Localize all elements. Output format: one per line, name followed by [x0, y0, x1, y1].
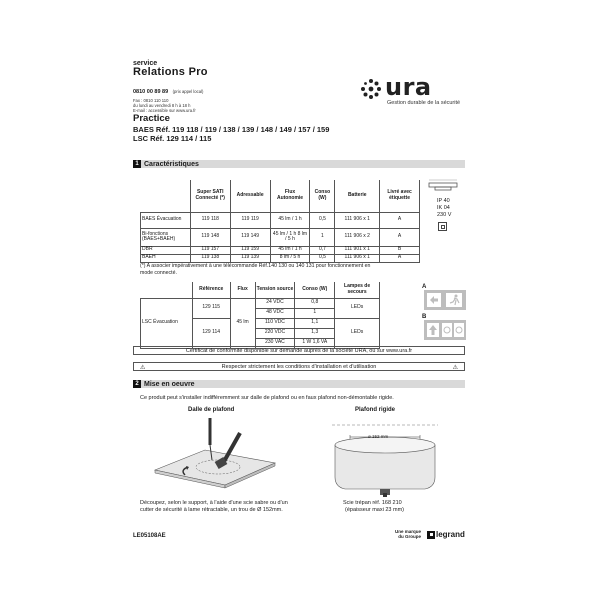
- dimension-label: ø 152 mm: [368, 434, 389, 439]
- conso-cell: 1,1: [295, 318, 335, 328]
- service-phone: 0810 00 89 89: [133, 89, 169, 95]
- note-telecommande: (*) A associer impérativement à une télécommande Réf.140 130 ou 140 131 pour fonctionnement en mode connecté.: [140, 263, 371, 276]
- group-line-1: Une marque: [395, 529, 422, 534]
- cell: 119 119: [230, 212, 270, 228]
- table-row: [141, 228, 420, 246]
- document-code: LE05108AE: [133, 533, 166, 539]
- cell: 0,5: [310, 254, 335, 262]
- cell: 1: [310, 228, 335, 246]
- service-label: service: [133, 60, 158, 67]
- col-header-tension: Tension source: [255, 282, 295, 298]
- cell: 45 lm / 1 h: [270, 212, 310, 228]
- cell: 111 906 x 1: [335, 254, 380, 262]
- certificate-banner: [133, 346, 465, 355]
- cell: 119 149: [230, 228, 270, 246]
- lsc-table: [140, 282, 380, 349]
- hole-saw-section-icon: [330, 417, 440, 497]
- right-instructions-1: Scie trépan réf. 168 210: [343, 500, 402, 506]
- cell: 119 159: [230, 246, 270, 254]
- warning-banner: [133, 362, 465, 371]
- saw-cutting-icon: [150, 415, 280, 490]
- service-email: E-mail : accessible sur www.ura.fr: [133, 108, 196, 113]
- tension-cell: 230 VAC: [255, 338, 295, 348]
- lamps-b: LEDs: [335, 318, 380, 348]
- section-1-number: 1: [133, 160, 141, 168]
- legrand-wordmark: legrand: [436, 530, 465, 539]
- section-2-number: 2: [133, 380, 141, 388]
- row-label: BAEH: [141, 254, 191, 262]
- row-label: DBR: [141, 246, 191, 254]
- left-instructions: Découpez, selon le support, à l'aide d'une scie sabre ou d'un cutter de sécurité à lame rétractable, un trou de Ø 152mm.: [140, 500, 288, 513]
- cell: 119 139: [230, 254, 270, 262]
- baes-table: [140, 180, 420, 263]
- cell: 111 901 x 1: [335, 246, 380, 254]
- tension-cell: 220 VDC: [255, 328, 295, 338]
- col-header-lampes: Lampes de secours: [335, 282, 380, 298]
- tension-cell: 48 VDC: [255, 308, 295, 318]
- cell: B: [380, 246, 420, 254]
- label-b: B: [422, 314, 427, 320]
- col-header-conso: Conso (W): [295, 282, 335, 298]
- spec-ip: IP 40: [437, 198, 450, 204]
- section-1-title: Caractéristiques: [144, 160, 199, 168]
- flux-value: 45 lm: [230, 298, 255, 348]
- legrand-logo: [427, 530, 465, 539]
- label-a: A: [422, 284, 427, 290]
- section-1-header: [133, 160, 465, 168]
- cell: 45 lm / 1 h: [270, 246, 310, 254]
- legrand-square-icon: [427, 531, 435, 539]
- row-label: BAES Évacuation: [141, 212, 191, 228]
- exit-sign-a: [424, 290, 466, 310]
- cell: 119 157: [190, 246, 230, 254]
- cell: 119 148: [190, 228, 230, 246]
- cell: 8 lm / 5 h: [270, 254, 310, 262]
- exit-arrow-runner-icon: [424, 290, 466, 310]
- certificate-text: Certificat de conformité disponible sur demande auprès de la société URA, ou sur www.ura.fr: [185, 347, 413, 354]
- col-header-adressable: Adressable: [230, 180, 270, 212]
- cell: 0,7: [310, 246, 335, 254]
- right-instructions-2: (épaisseur maxi 23 mm): [345, 507, 404, 513]
- col-header-super-sati: Super SATI Connecté (*): [190, 180, 230, 212]
- col-header-conso: Conso (W): [310, 180, 335, 212]
- lamps-a: LEDs: [335, 298, 380, 318]
- exit-sign-b: [424, 320, 466, 340]
- section-2-header: [133, 380, 465, 388]
- col-header-reference: Référence: [192, 282, 230, 298]
- warning-icon-right: ⚠: [452, 365, 458, 371]
- conso-cell: 1 W 1,6 VA: [295, 338, 335, 348]
- tension-cell: 24 VDC: [255, 298, 295, 308]
- ref-129-114: 129 114: [192, 318, 230, 348]
- product-ref-lsc: LSC Réf. 129 114 / 115: [133, 134, 212, 143]
- service-block: [133, 60, 208, 113]
- section-2-title: Mise en oeuvre: [144, 380, 195, 388]
- cell: A: [380, 254, 420, 262]
- cell: A: [380, 228, 420, 246]
- conso-cell: 1,3: [295, 328, 335, 338]
- cell: 119 138: [190, 254, 230, 262]
- conso-cell: 1: [295, 308, 335, 318]
- row-label-lsc: LSC Évacuation: [141, 298, 193, 348]
- product-side-drawing: [428, 178, 458, 197]
- service-phone-note: (prix appel local): [172, 89, 204, 94]
- service-fax: Fax : 0810 110 110: [133, 98, 169, 103]
- col-header-flux: Flux: [230, 282, 255, 298]
- cell: 111 906 x 2: [335, 228, 380, 246]
- ref-129-115: 129 115: [192, 298, 230, 318]
- luminaire-side-icon: [428, 178, 458, 192]
- rigid-ceiling-illustration: [330, 417, 440, 502]
- spec-list: [437, 198, 451, 219]
- conso-cell: 0,8: [295, 298, 335, 308]
- exit-arrow-wheelchair-icon: [424, 320, 466, 340]
- table-row: [141, 212, 420, 228]
- col-header-etiquette: Livré avec étiquette: [380, 180, 420, 212]
- col-header-flux: Flux Autonomie: [270, 180, 310, 212]
- spec-voltage: 230 V: [437, 212, 452, 218]
- col-header-batterie: Batterie: [335, 180, 380, 212]
- ceiling-tile-illustration: [150, 415, 280, 495]
- ura-wordmark: ura: [385, 73, 432, 101]
- row-label: Bi-fonctions (BAES+BAEH): [141, 228, 191, 246]
- install-intro: Ce produit peut s'installer indifféremment sur dalle de plafond ou en faux plafond non-démontable rigide.: [140, 395, 394, 401]
- left-title: Dalle de plafond: [188, 407, 235, 413]
- warning-icon-left: ⚠: [140, 365, 146, 371]
- warning-text: Respecter strictement les conditions d'installation et d'utilisation: [221, 363, 377, 370]
- cell: 0,5: [310, 212, 335, 228]
- service-hours: du lundi au vendredi 8 h à 18 h: [133, 103, 191, 108]
- table-row: [141, 246, 420, 254]
- group-line-2: du Groupe: [398, 534, 422, 539]
- right-title: Plafond rigide: [355, 407, 396, 413]
- service-name: Relations Pro: [133, 66, 208, 78]
- group-mention: [395, 529, 421, 539]
- product-title: Practice: [133, 113, 170, 124]
- product-ref-baes: BAES Réf. 119 118 / 119 / 138 / 139 / 148 / 149 / 157 / 159: [133, 125, 330, 134]
- ura-tagline: Gestion durable de la sécurité: [387, 100, 461, 106]
- table-row: [141, 254, 420, 262]
- cell: 119 118: [190, 212, 230, 228]
- cell: 45 lm / 1 h 8 lm / 5 h: [270, 228, 310, 246]
- cell: A: [380, 212, 420, 228]
- class-2-icon: [438, 222, 447, 231]
- ura-dots-icon: [360, 78, 382, 100]
- tension-cell: 110 VDC: [255, 318, 295, 328]
- ura-logo-mark: [360, 78, 382, 105]
- spec-ik: IK 04: [437, 205, 450, 211]
- cell: 111 906 x 1: [335, 212, 380, 228]
